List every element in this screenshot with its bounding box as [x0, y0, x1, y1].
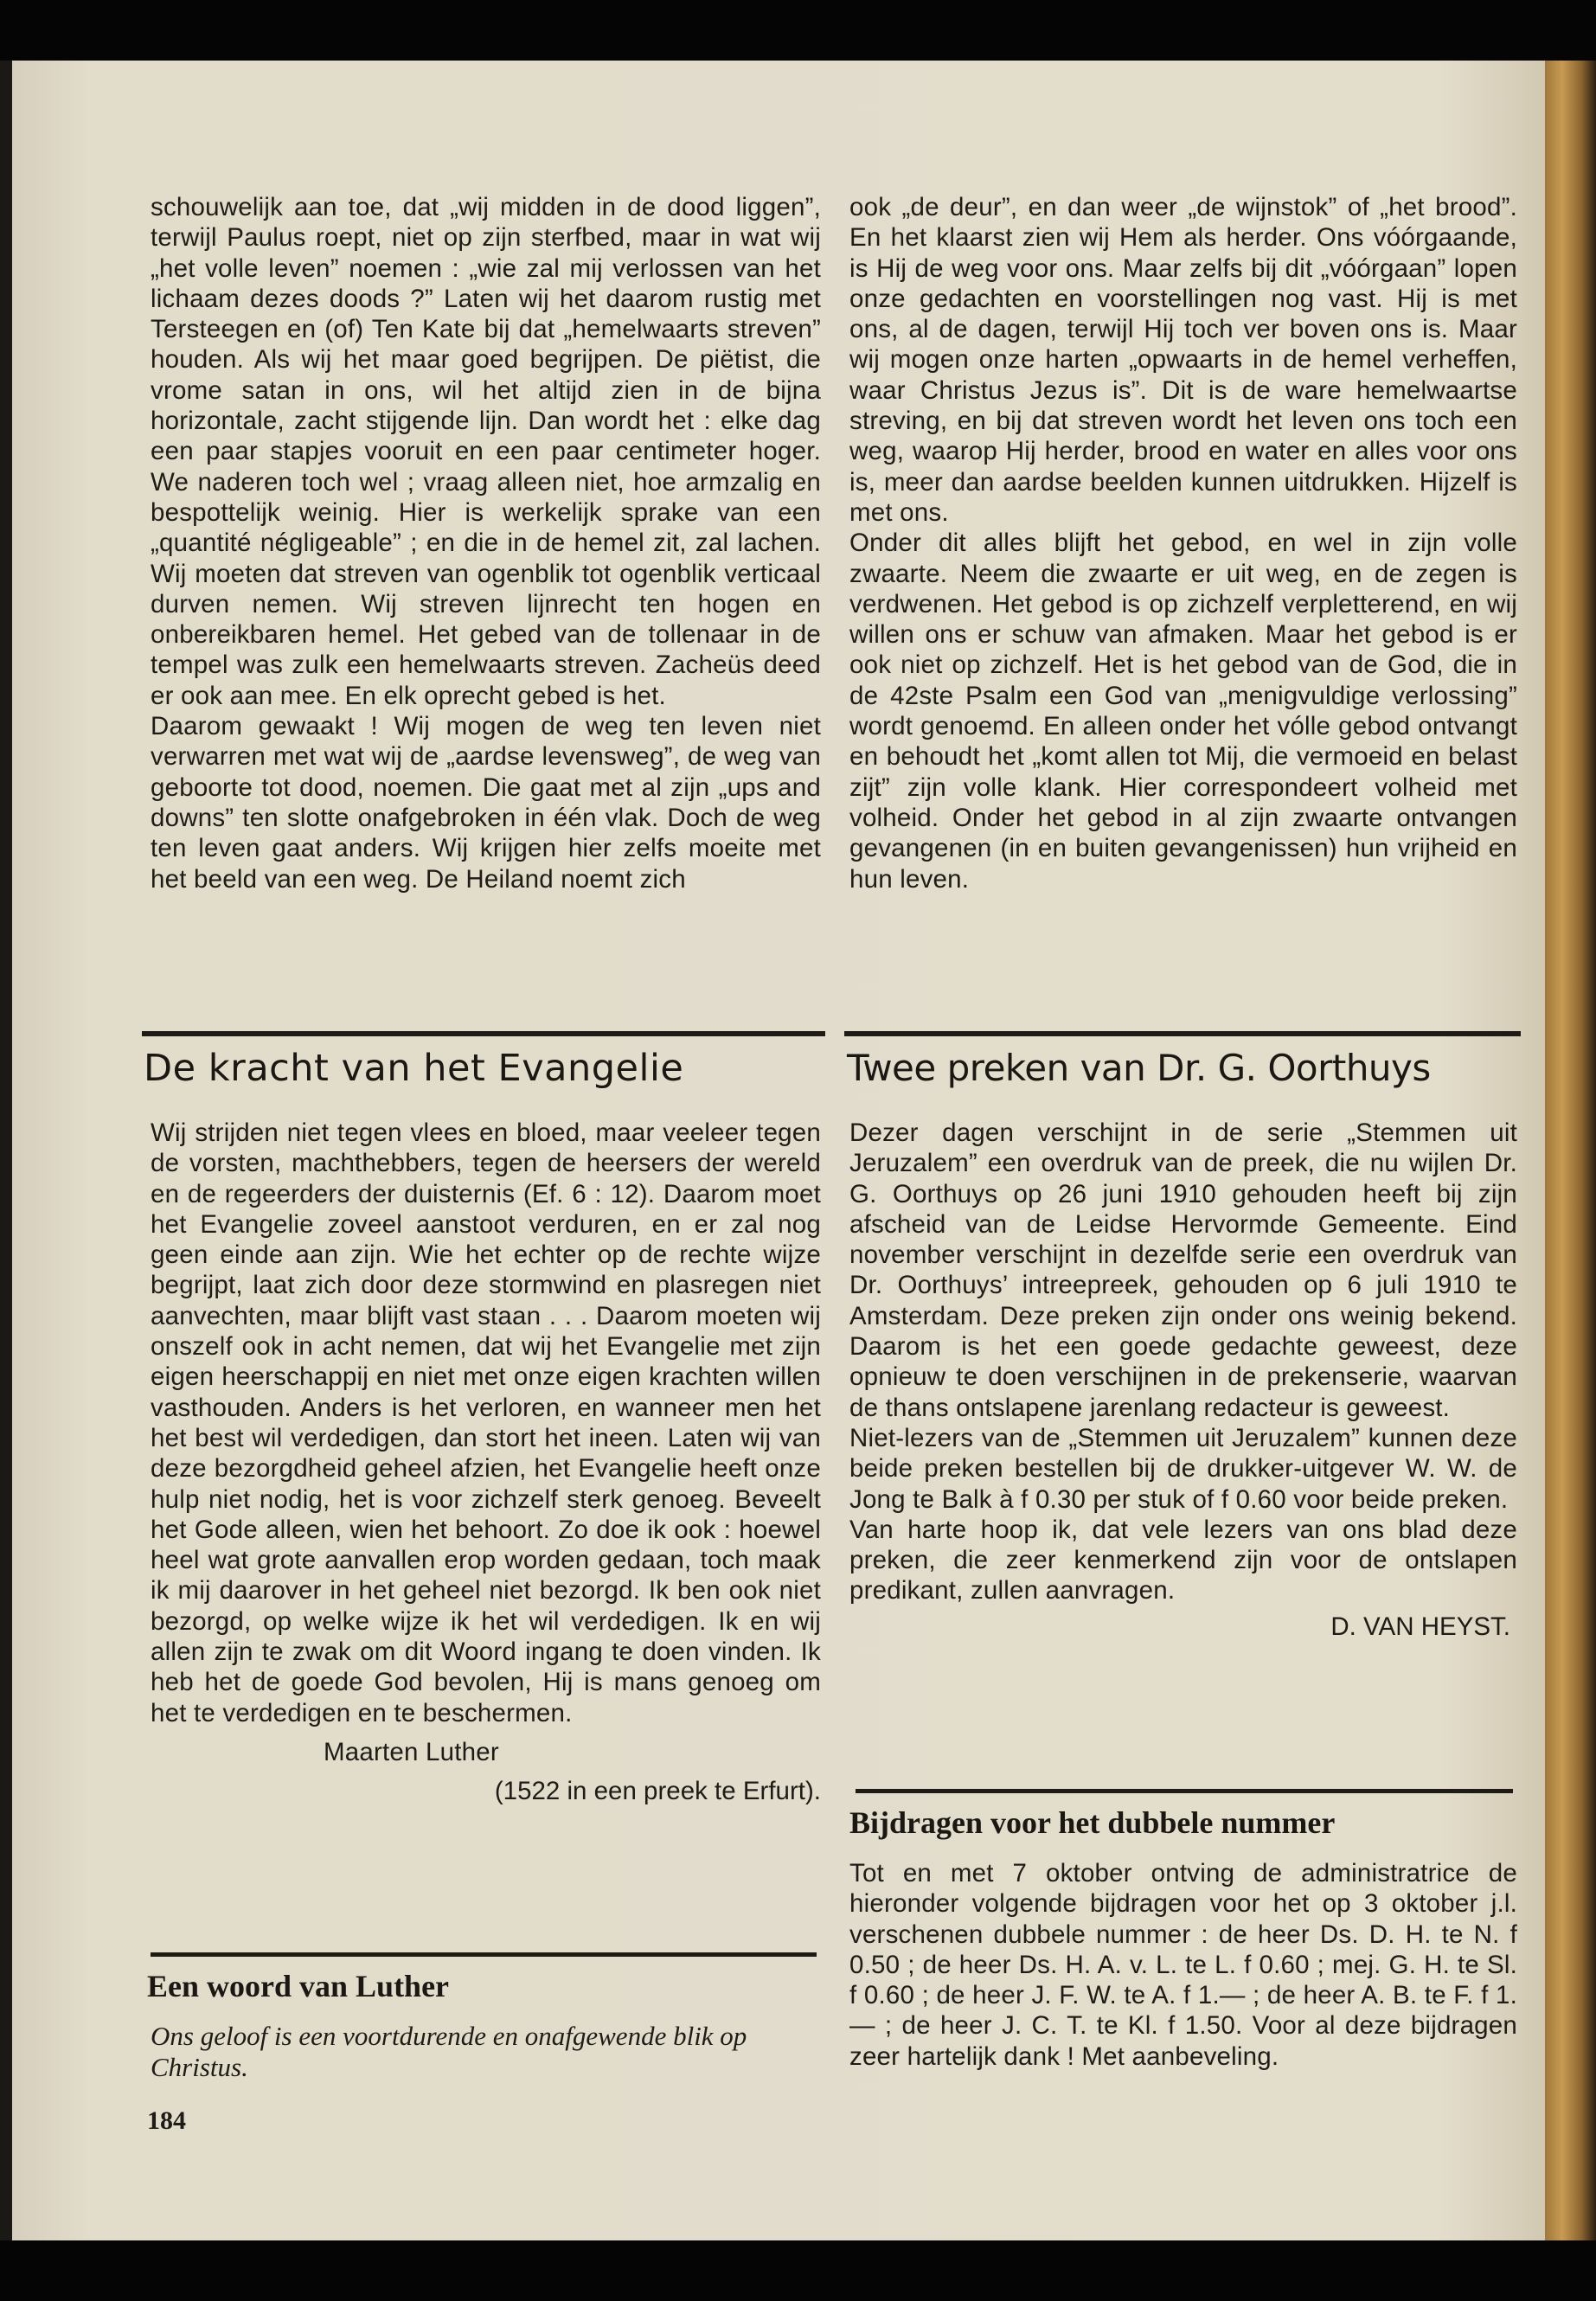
luther-title: Een woord van Luther — [147, 1969, 450, 2003]
scan-top-border — [0, 0, 1596, 61]
top-right-column — [849, 192, 1517, 894]
kracht-column — [151, 1118, 821, 1807]
top-left-paragraph-1: schouwelijk aan toe, dat „wij midden in de dood liggen”, terwijl Paulus roept, niet op zijn sterfbed, maar in wat wij „het volle leven” noemen : „wie zal mij verlossen van het lichaam dezes doods ?” Laten wij het daarom rustig met Tersteegen en (of) Ten Kate bij dat „hemelwaarts streven” houden. Als wij het maar goed begrijpen. De piëtist, die vrome satan in ons, wil het altijd zien in de bijna horizontale, zacht stijgende lijn. Dan wordt het : elke dag een paar stapjes vooruit en een paar centimeter hoger. We naderen toch wel ; vraag alleen niet, hoe armzalig en bespottelijk weinig. Hier is werkelijk sprake van een „quantité négligeable” ; en die in de hemel zit, zal lachen. Wij moeten dat streven van ogenblik tot ogenblik verticaal durven nemen. Wij streven lijnrecht ten hogen en onbereikbaren hemel. Het gebed van de tollenaar in de tempel was zulk een hemelwaarts streven. Zacheüs deed er ook aan mee. En elk oprecht gebed is het. — [151, 193, 821, 710]
kracht-author: Maarten Luther — [324, 1737, 499, 1766]
book-spine — [1545, 61, 1596, 2240]
bijdragen-column — [849, 1858, 1517, 2072]
kracht-text: Wij strijden niet tegen vlees en bloed, maar veeleer tegen de vorsten, machthebbers, tegen de heersers der wereld en de regeerders der duisternis (Ef. 6 : 12). Daarom moet het Evangelie zoveel aanstoot verduren, en er zal nog geen einde aan zijn. Wie het echter op de rechte wijze begrijpt, laat zich door deze stormwind en plasregen niet aanvechten, maar blijft vast staan . . . Daarom moeten wij onszelf ook in acht nemen, dat wij het Evangelie met zijn eigen heerschappij en niet met onze eigen krachten willen vasthouden. Anders is het verloren, en wanneer men het het best wil verdedigen, dan stort het ineen. Laten wij van deze bezorgdheid geheel afzien, het Evangelie heeft onze hulp niet nodig, het is voor zichzelf sterk genoeg. Beveelt het Gode alleen, wien het behoort. Zo doe ik ook : hoewel heel wat grote aanvallen erop worden gedaan, toch maak ik mij daarover in het geheel niet bezorgd. Ik ben ook niet bezorgd, op welke wijze ik het wil verdedigen. Ik en wij allen zijn te zwak om dit Woord ingang te doen vinden. Ik heb het de goede God bevolen, Hij is mans genoeg om het te verdedigen en te beschermen. — [151, 1118, 821, 1727]
preken-text-3: Van harte hoop ik, dat vele lezers van ons blad deze preken, die zeer kenmerkend zijn voor de ontslapen predikant, zullen aanvragen. — [849, 1515, 1517, 1606]
preken-title: Twee preken van Dr. G. Oorthuys — [847, 1047, 1431, 1089]
luther-rule — [151, 1952, 817, 1957]
kracht-title: De kracht van het Evangelie — [144, 1047, 684, 1090]
top-right-paragraph-1: ook „de deur”, en dan weer „de wijnstok” of „het brood”. En het klaarst zien wij Hem als herder. Ons vóórgaande, is Hij de weg voor ons. Maar zelfs bij dit „vóórgaan” lopen onze gedachten en voorstellingen nog vast. Hij is met ons, al de dagen, terwijl Hij toch ver boven ons is. Maar wij mogen onze harten „opwaarts in de hemel verheffen, waar Christus Jezus is”. Dit is de ware hemelwaartse streving, en bij dat streven wordt het leven ons toch een weg, waarop Hij herder, brood en water en alles voor ons is, meer dan aardse beelden kunnen uitdrukken. Hijzelf is met ons. — [849, 193, 1517, 527]
scan-bottom-border — [0, 2240, 1596, 2301]
preken-signature: D. VAN HEYST. — [1330, 1612, 1510, 1641]
kracht-source: (1522 in een preek te Erfurt). — [494, 1777, 821, 1806]
luther-quote: Ons geloof is een voortdurende en onafgewende blik op Christus. — [151, 2021, 747, 2082]
luther-column — [151, 2021, 821, 2083]
preken-text-1: Dezer dagen verschijnt in de serie „Stemmen uit Jeruzalem” een overdruk van de preek, die nu wijlen Dr. G. Oorthuys op 26 juni 1910 gehouden heeft bij zijn afscheid van de Leidse Hervormde Gemeente. Eind november verschijnt in dezelfde serie een overdruk van Dr. Oorthuys’ intreepreek, gehouden op 6 juli 1910 te Amsterdam. Deze preken zijn onder ons weinig bekend. Daarom is het een goede gedachte geweest, deze opnieuw te doen verschijnen in de prekenserie, waarvan de thans ontslapene jarenlang redacteur is geweest. — [849, 1118, 1517, 1422]
top-right-paragraph-2: Onder dit alles blijft het gebod, en wel in zijn volle zwaarte. Neem die zwaarte er uit weg, en de zegen is verdwenen. Het gebod is op zichzelf verpletterend, en wij willen ons er schuw van afmaken. Maar het gebod is er ook niet op zichzelf. Het is het gebod van de God, die in de 42ste Psalm een God van „menigvuldige verlossing” wordt genoemd. En alleen onder het vólle gebod ontvangt en behoudt het „komt allen tot Mij, die vermoeid en belast zijt” zijn volle klank. Hier correspondeert volheid met volheid. Onder het gebod in al zijn zwaarte ontvangen gevangenen (in en buiten gevangenissen) hun vrijheid en hun leven. — [849, 529, 1517, 894]
top-left-paragraph-2: Daarom gewaakt ! Wij mogen de weg ten leven niet verwarren met wat wij de „aardse levensweg”, de weg van geboorte tot dood, noemen. Die gaat met al zijn „ups and downs” ten slotte onafgebroken in één vlak. Doch de weg ten leven gaat anders. Wij krijgen hier zelfs moeite met het beeld van een weg. De Heiland noemt zich — [151, 712, 821, 894]
scan-left-edge — [0, 61, 12, 2240]
preken-text-2: Niet-lezers van de „Stemmen uit Jeruzalem” kunnen deze beide preken bestellen bij de drukker-uitgever W. W. de Jong te Balk à f 0.30 per stuk of f 0.60 voor beide preken. — [849, 1423, 1517, 1514]
page-number: 184 — [147, 2106, 186, 2135]
bijdragen-text: Tot en met 7 oktober ontving de administratrice de hieronder volgende bijdragen voor het op 3 oktober j.l. verschenen dubbele nummer : de heer Ds. D. H. te N. f 0.50 ; de heer Ds. H. A. v. L. te L. f 0.60 ; mej. G. H. te Sl. f 0.60 ; de heer J. F. W. te A. f 1.— ; de heer A. B. te F. f 1.— ; de heer J. C. T. te Kl. f 1.50. Voor al deze bijdragen zeer hartelijk dank ! Met aanbeveling. — [849, 1859, 1517, 2071]
bijdragen-rule — [856, 1789, 1513, 1793]
section-rule-right — [844, 1031, 1521, 1036]
section-rule-left — [142, 1031, 825, 1036]
preken-column — [849, 1118, 1517, 1642]
magazine-page — [12, 61, 1545, 2240]
bijdragen-title: Bijdragen voor het dubbele nummer — [849, 1805, 1336, 1840]
top-left-column — [151, 192, 821, 894]
